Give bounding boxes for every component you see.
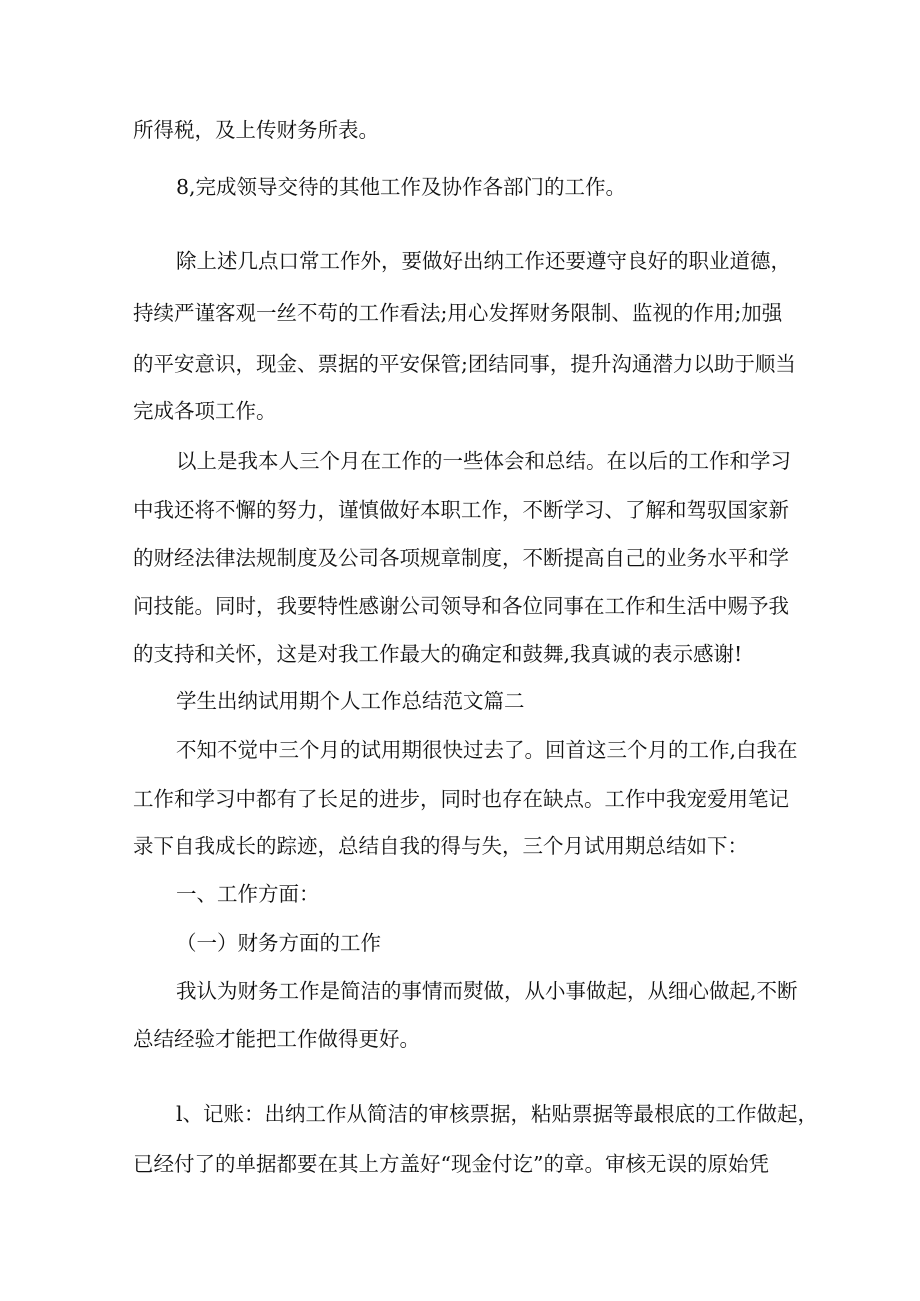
text-line: 总结经验才能把工作做得更好。 (133, 1027, 420, 1051)
text-line: 的平安意识，现金、票据的平安保管;团结同事，提升沟通潜力以助于顺当 (133, 352, 796, 376)
text-line: 不知不觉中三个月的试用期很快过去了。回首这三个月的工作,白我在 (176, 738, 798, 762)
text-line: 中我还将不懈的努力，谨慎做好本职工作，不断学习、了解和驾驭国家新 (133, 498, 789, 522)
text-line: 已经付了的单据都要在其上方盖好“现金付讫”的章。审核无误的原始凭 (133, 1152, 769, 1176)
text-line: 8,完成领导交待的其他工作及协作各部门的工作。 (176, 175, 627, 199)
text-line: 问技能。同时，我要特性感谢公司领导和各位同事在工作和生活中赐予我 (133, 594, 789, 618)
subsection-heading: 一、工作方面： (176, 882, 320, 906)
text-line: 工作和学习中都有了长足的进步，同时也存在缺点。工作中我宠爱用笔记 (133, 787, 789, 811)
subsection-heading: （一）财务方面的工作 (176, 931, 381, 955)
text-line: 完成各项工作。 (133, 399, 277, 423)
text-line: 我认为财务工作是简洁的事情而熨做，从小事做起，从细心做起,不断 (176, 979, 798, 1003)
text-line: 所得税，及上传财务所表。 (133, 118, 379, 142)
text-line: 持续严谨客观一丝不苟的工作看法;用心发挥财务限制、监视的作用;加强 (133, 301, 783, 325)
text-line: 的财经法律法规制度及公司各项规章制度，不断提高自己的业务水平和学 (133, 546, 789, 570)
section-heading: 学生出纳试用期个人工作总结范文篇二 (176, 689, 525, 713)
text-line: l、记账：出纳工作从简洁的审核票据，粘贴票据等最根底的工作做起， (176, 1102, 819, 1126)
text-line: 录下自我成长的踪迹，总结自我的得与失，三个月试用期总结如下： (133, 834, 748, 858)
text-line: 除上述几点口常工作外，要做好出纳工作还要遵守良好的职业道德， (176, 249, 791, 273)
text-line: 以上是我本人三个月在工作的一些体会和总结。在以后的工作和学习 (176, 449, 791, 473)
text-line: 的支持和关怀，这是对我工作最大的确定和鼓舞,我真诚的表示感谢! (133, 642, 743, 666)
